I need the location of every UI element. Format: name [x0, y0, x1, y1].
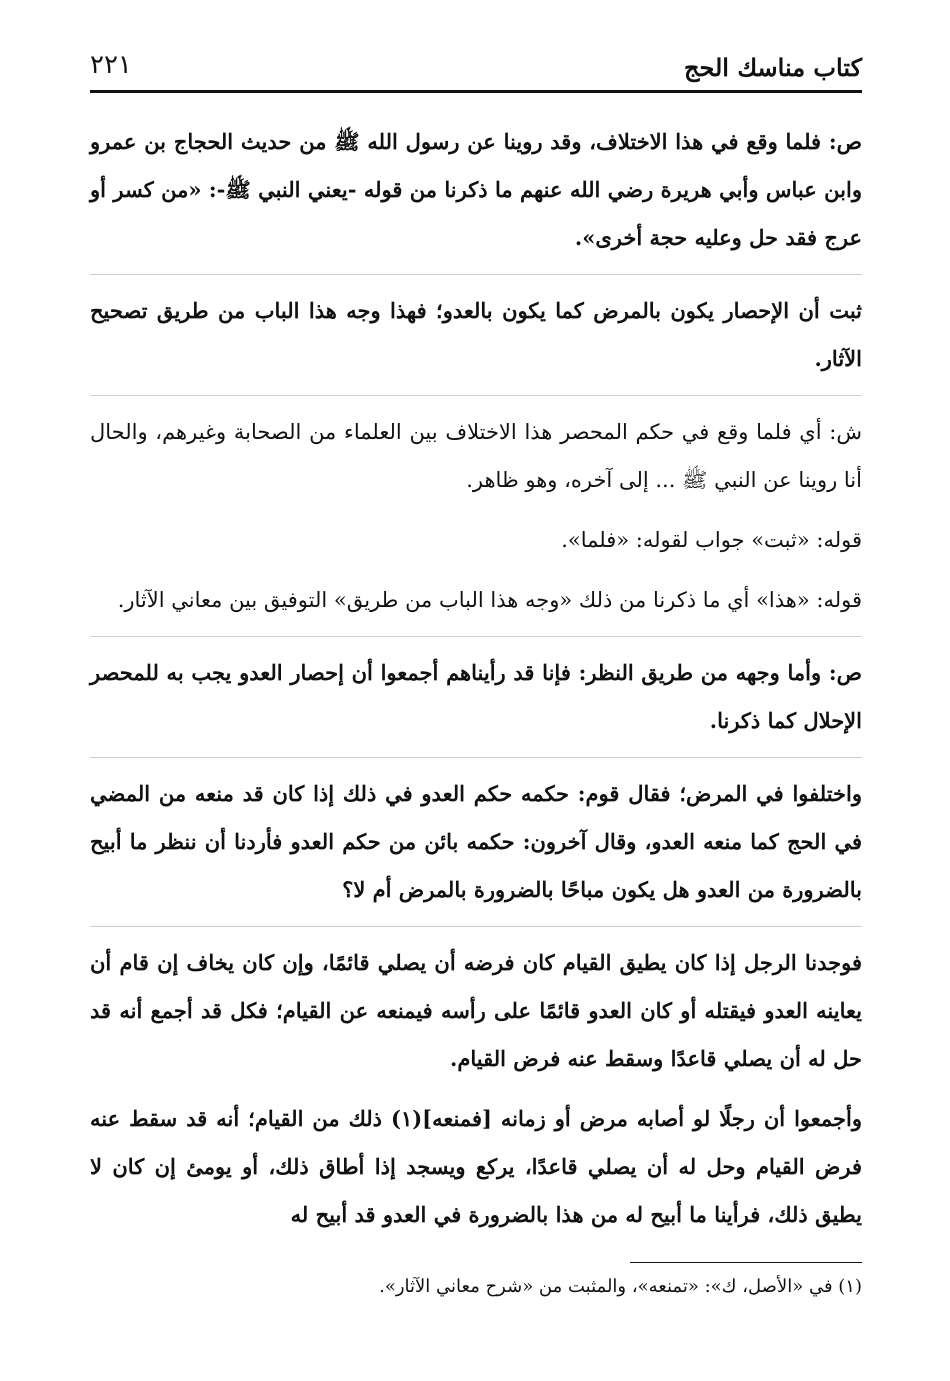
divider — [90, 636, 862, 637]
paragraph: ثبت أن الإحصار يكون بالمرض كما يكون بالعدو؛ فهذا وجه هذا الباب من طريق تصحيح الآثار. — [90, 298, 862, 371]
paragraph: ص: وأما وجهه من طريق النظر: فإنا قد رأيناهم أجمعوا أن إحصار العدو يجب به للمحصر الإحلال كما ذكرنا. — [90, 660, 862, 733]
divider — [90, 757, 862, 758]
page-body — [90, 118, 862, 1251]
paragraph: واختلفوا في المرض؛ فقال قوم: حكمه حكم العدو في ذلك إذا كان قد منعه من المضي في الحج كما منعه العدو، وقال آخرون: حكمه بائن من حكم العدو فأردنا أن ننظر ما أبيح بالضرورة من العدو هل يكون مباحًا بالضرورة بالمرض أم لا؟ — [90, 781, 862, 902]
divider — [90, 926, 862, 927]
footnote: (١) في «الأصل، ك»: «تمنعه»، والمثبت من «شرح معاني الآثار». — [379, 1276, 862, 1297]
paragraph: ش: أي فلما وقع في حكم المحصر هذا الاختلاف بين العلماء من الصحابة وغيرهم، والحال أنا روينا عن النبي ﷺ ... إلى آخره، وهو ظاهر. — [90, 420, 862, 492]
footnote-rule — [630, 1262, 862, 1263]
paragraph: قوله: «هذا» أي ما ذكرنا من ذلك «وجه هذا الباب من طريق» التوفيق بين معاني الآثار. — [117, 588, 862, 612]
header-rule — [90, 90, 862, 93]
page-number: ٢٢١ — [90, 50, 132, 80]
book-title: كتاب مناسك الحج — [684, 53, 862, 82]
paragraph: ص: فلما وقع في هذا الاختلاف، وقد روينا عن رسول الله ﷺ من حديث الحجاج بن عمرو وابن عباس وأبي هريرة رضي الله عنهم ما ذكرنا من قوله -يعني النبي ﷺ-: «من كسر أو عرج فقد حل وعليه حجة أخرى». — [90, 129, 862, 250]
page-header — [90, 40, 862, 90]
divider — [90, 274, 862, 275]
divider — [90, 395, 862, 396]
paragraph: وأجمعوا أن رجلًا لو أصابه مرض أو زمانه [فمنعه](١) ذلك من القيام؛ أنه قد سقط عنه فرض القيام وحل له أن يصلي قاعدًا، يركع ويسجد إذا أطاق ذلك، أو يومئ إن كان لا يطيق ذلك، فرأينا ما أبيح له من هذا بالضرورة في العدو قد أبيح له — [90, 1106, 862, 1227]
paragraph: فوجدنا الرجل إذا كان يطيق القيام كان فرضه أن يصلي قائمًا، وإن كان يخاف إن قام أن يعاينه العدو فيقتله أو كان العدو قائمًا على رأسه فيمنعه عن القيام؛ فكل قد أجمع أنه قد حل له أن يصلي قاعدًا وسقط عنه فرض القيام. — [90, 950, 862, 1071]
paragraph: قوله: «ثبت» جواب لقوله: «فلما». — [561, 528, 862, 552]
